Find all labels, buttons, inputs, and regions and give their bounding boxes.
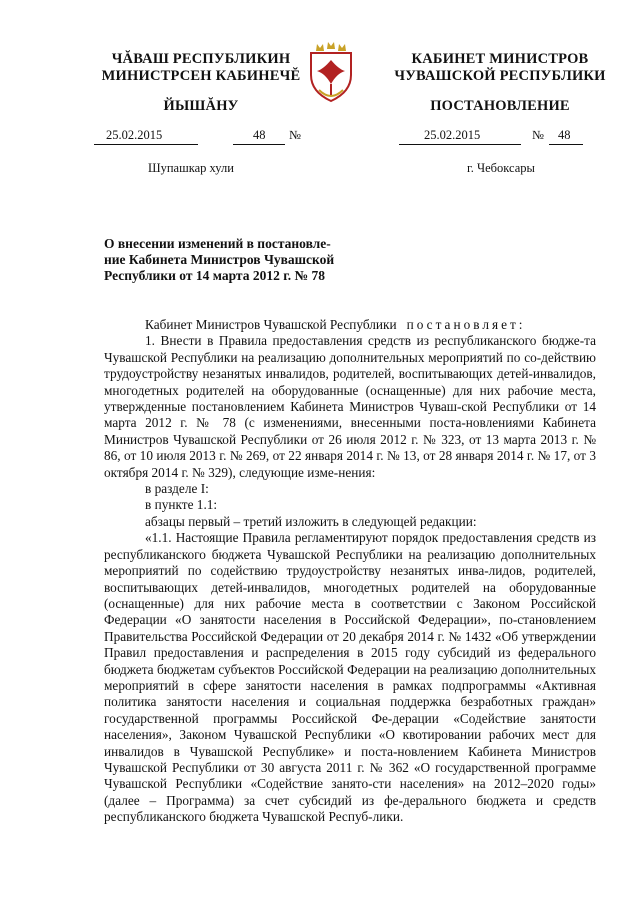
right-number: 48 bbox=[558, 128, 571, 142]
left-number: 48 bbox=[253, 128, 266, 142]
header-right-line1: КАБИНЕТ МИНИСТРОВ bbox=[411, 51, 589, 67]
paragraph-3: в пункте 1.1: bbox=[145, 497, 218, 513]
left-city: Шупашкар хули bbox=[148, 161, 234, 175]
left-number-underline bbox=[233, 144, 285, 145]
intro-paragraph bbox=[104, 317, 596, 333]
right-city: г. Чебоксары bbox=[467, 161, 535, 175]
paragraph-5: «1.1. Настоящие Правила регламентируют порядок предоставления средств из республиканского бюджета Чувашской Республики на реализацию дополнительных мероприятий по содействию трудоустройству незанятых инва-лидов, родителей, воспитывающих детей-инвалидов, многодетных родителей на оборудованные (оснащенные) для них рабочие места в соответствии с Законом Российской Федерации «О занятости населения в Российской Федерации», по-становлением Правительства Российской Федерации от 20 декабря 2014 г. № 1432 «Об утверждении Правил предоставления и распределения в 2015 году субсидий из федерального бюджета бюджетам субъектов Российской Федерации на реализацию дополнительных мероприятий в сфере занятости населения в рамках подпрограммы «Активная политика занятости населения и социальная поддержка безработных граждан» государственной программы Российской Фе-дерации «Содействие занятости населения», Законом Чувашской Республики «О квотировании рабочих мест для инвалидов в Чувашской Республике» и поста-новлением Кабинета Министров Чувашской Республики от 30 августа 2011 г. № 362 «О государственной программе Чувашской Республики «Содействие занято-сти населения» на 2012–2020 годы» (далее – Программа) за счет субсидий из фе-дерального бюджета и средств республиканского бюджета Чувашской Респуб-лики. bbox=[104, 530, 596, 825]
header-left-doc-type: ЙЫШĂНУ bbox=[163, 98, 239, 114]
intro-text: Кабинет Министров Чувашской Республики bbox=[145, 317, 397, 332]
right-number-underline bbox=[549, 144, 583, 145]
document-body bbox=[104, 317, 596, 826]
header-right-line2: ЧУВАШСКОЙ РЕСПУБЛИКИ bbox=[394, 68, 606, 84]
right-date-underline bbox=[399, 144, 521, 145]
right-date: 25.02.2015 bbox=[424, 128, 481, 142]
left-number-sign: № bbox=[289, 128, 301, 142]
title-line2: ние Кабинета Министров Чувашской bbox=[104, 252, 335, 267]
header-right-doc-type: ПОСТАНОВЛЕНИЕ bbox=[430, 98, 570, 114]
paragraph-1: 1. Внести в Правила предоставления средств из республиканского бюдже-та Чувашской Республики на реализацию дополнительных мероприятий по со-действию трудоустройству незанятых инвалидов, родителей, воспитывающих детей-инвалидов, многодетных родителей на оборудованные (оснащенные) для них рабочие места, утвержденные постановлением Кабинета Министров Чуваш-ской Республики от 14 марта 2012 г. № 78 (с изменениями, внесенными поста-новлениями Кабинета Министров Чувашской Республики от 26 июля 2012 г. № 323, от 13 марта 2013 г. № 86, от 10 июля 2013 г. № 269, от 22 января 2014 г. № 13, от 28 января 2014 г. № 17, от 3 октября 2014 г. № 329), следующие изме-нения: bbox=[104, 333, 596, 480]
header-left-org bbox=[96, 51, 306, 85]
paragraph-4: абзацы первый – третий изложить в следующей редакции: bbox=[145, 513, 477, 529]
left-date-underline bbox=[94, 144, 198, 145]
right-number-sign: № bbox=[532, 128, 544, 142]
title-line1: О внесении изменений в постановле- bbox=[104, 236, 331, 251]
intro-verb: постановляет: bbox=[406, 317, 526, 332]
coat-of-arms-icon bbox=[305, 40, 357, 106]
paragraph-2: в разделе I: bbox=[145, 481, 209, 497]
title-line3: Республики от 14 марта 2012 г. № 78 bbox=[104, 268, 325, 283]
header-left-line2: МИНИСТРСЕН КАБИНЕЧĔ bbox=[101, 68, 301, 84]
header-right-org bbox=[385, 51, 615, 85]
header-left-line1: ЧĂВАШ РЕСПУБЛИКИН bbox=[111, 51, 291, 67]
document-title bbox=[104, 236, 404, 284]
left-date: 25.02.2015 bbox=[106, 128, 163, 142]
